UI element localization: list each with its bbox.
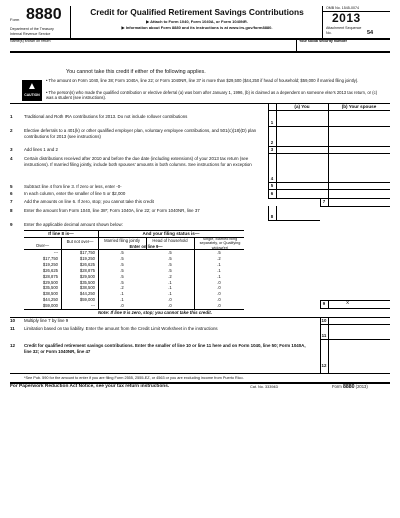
name-label: Name(s) shown on return <box>10 39 51 43</box>
table-cell-single: .1 <box>217 273 221 279</box>
line-number: 4 <box>10 156 13 161</box>
line-number: 9 <box>10 222 13 227</box>
table-cell-over: --- <box>53 250 58 255</box>
table-cell-hoh: .5 <box>168 267 172 273</box>
line-10-text: Multiply line 7 by line 9 <box>24 318 69 323</box>
table-cell-not-over: --- <box>90 303 95 309</box>
table-cell-mfj: .1 <box>120 297 124 303</box>
table-head-left: If line 8 is— <box>48 231 74 236</box>
table-cell-not-over: $19,250 <box>79 255 95 261</box>
table-cell-hoh: .5 <box>168 250 172 255</box>
line-number: 8 <box>10 208 13 213</box>
omb-number: OMB No. 1545-0074 <box>326 6 359 10</box>
table-cell-mfj: .5 <box>120 261 124 267</box>
sequence-number: 54 <box>367 30 374 36</box>
ssn-field[interactable] <box>298 44 388 51</box>
table-cell-single: .1 <box>217 261 221 267</box>
form-title: Credit for Qualified Retirement Savings Contributions <box>90 7 304 17</box>
line-9-box-label: 9 <box>322 301 326 306</box>
table-cell-mfj: .5 <box>120 273 124 279</box>
line-11-box-label: 11 <box>321 333 327 338</box>
line-12-text: Credit for qualified retirement savings contributions. Enter the smaller of line 10 or line 11 here and on Form 1040, line 50; Form 1040A, line 32; or Form 1040NR, line 47 <box>24 343 306 354</box>
line-4-box-label: 4 <box>270 176 274 181</box>
line-7-text: Add the amounts on line 6. If zero, stop; you cannot take this credit <box>24 199 154 204</box>
attachment-label: Attachment Sequence No. <box>326 26 362 35</box>
line-10-box-label: 10 <box>321 318 327 323</box>
table-cell-not-over: $26,625 <box>79 261 95 267</box>
line-11-text: Limitation based on tax liability. Enter the amount from the Credit Limit Worksheet in the instructions <box>24 326 218 331</box>
table-cell-over: $38,500 <box>42 291 58 297</box>
col-hoh: Head of household <box>152 238 188 243</box>
line-3-box-label: 3 <box>270 147 274 152</box>
table-cell-over: $29,500 <box>42 279 58 285</box>
table-cell-hoh: .1 <box>168 279 172 285</box>
line-number: 12 <box>10 343 16 348</box>
table-cell-mfj: .0 <box>120 303 124 309</box>
line-2-you-input[interactable] <box>277 127 327 145</box>
ssn-label: Your social security number <box>299 39 348 43</box>
line-number: 6 <box>10 191 13 196</box>
line-5-box-label: 5 <box>270 183 274 188</box>
table-cell-single: .2 <box>217 255 221 261</box>
line-3-text: Add lines 1 and 2 <box>24 147 58 152</box>
form-number: 8880 <box>26 6 62 23</box>
department-text: Department of the Treasury Internal Revenue Service <box>10 27 54 36</box>
line-number: 3 <box>10 147 13 152</box>
caution-icon: ▲ <box>27 81 37 92</box>
form-label: Form <box>10 17 20 22</box>
table-cell-single: .0 <box>217 291 221 297</box>
table-cell-single: .5 <box>217 250 221 255</box>
bullet-person: • The person(s) who made the qualified contribution or elective deferral (a) was born after January 1, 1996, (b) is claimed as a dependent on someone else's 2013 tax return, or (c) was a student (see instructions). <box>46 90 378 101</box>
line-1-spouse-input[interactable] <box>329 111 389 125</box>
line-9-value[interactable]: X <box>346 301 350 306</box>
table-cell-not-over: $17,750 <box>79 250 95 255</box>
enter-on-line-9: Enter on line 9— <box>129 244 163 249</box>
table-cell-single: .0 <box>217 297 221 303</box>
footnote: *See Pub. 590 for the amount to enter if you are filing Form 2555, 2555-EZ, or 4563 or you are excluding income from Puerto Rico. <box>24 376 244 380</box>
table-cell-not-over: $29,500 <box>79 273 95 279</box>
table-cell-mfj: .5 <box>120 267 124 273</box>
column-you: (a) You <box>294 104 310 109</box>
column-spouse: (b) Your spouse <box>341 104 377 109</box>
col-mfj: Married filing jointly <box>104 238 140 243</box>
line-6-box-label: 6 <box>270 191 274 196</box>
line-4-text: Certain distributions received after 2010 and before the due date (including extensions) of your 2013 tax return (see instructions). If married filing jointly, include both spouses' amounts in both columns. See instructions for an exception <box>24 156 252 167</box>
table-cell-over: $44,250 <box>42 297 58 303</box>
line-7-box-label: 7 <box>322 199 326 204</box>
table-cell-not-over: $44,250 <box>79 291 95 297</box>
line-9-text: Enter the applicable decimal amount shown below: <box>24 222 123 227</box>
footer-form-id: Form 8880 (2013) <box>332 384 368 390</box>
table-cell-mfj: .5 <box>120 250 124 255</box>
table-cell-single: .0 <box>217 285 221 291</box>
table-cell-hoh: .1 <box>168 291 172 297</box>
table-cell-over: $26,625 <box>42 267 58 273</box>
table-cell-mfj: .5 <box>120 255 124 261</box>
line-12-box-label: 12 <box>321 363 327 368</box>
table-cell-over: $28,875 <box>42 273 58 279</box>
intro-text: You cannot take this credit if either of the following applies. <box>66 69 206 75</box>
table-cell-mfj: .1 <box>120 291 124 297</box>
table-cell-not-over: $35,500 <box>79 279 95 285</box>
col-over: Over— <box>35 243 50 248</box>
caution-box <box>22 80 42 101</box>
table-cell-hoh: .1 <box>168 285 172 291</box>
table-cell-over: $19,250 <box>42 261 58 267</box>
table-cell-hoh: .0 <box>168 297 172 303</box>
line-number: 11 <box>10 326 15 331</box>
table-cell-single: .0 <box>217 279 221 285</box>
info-instruction: ▶ Information about Form 8880 and its instructions is at www.irs.gov/form8880. <box>121 25 273 30</box>
line-1-you-input[interactable] <box>277 111 327 125</box>
line-number: 7 <box>10 199 13 204</box>
caution-label: CAUTION <box>24 93 40 97</box>
line-number: 2 <box>10 128 13 133</box>
line-2-text: Elective deferrals to a 401(k) or other qualified employer plan, voluntary employee contributions, and 501(c)(18)(D) plan contributions for 2013 (see instructions) <box>24 128 257 139</box>
line-8-input[interactable] <box>277 207 319 219</box>
footer-notice: For Paperwork Reduction Act Notice, see your tax return instructions. <box>10 384 170 389</box>
table-cell-not-over: $28,875 <box>79 267 95 273</box>
table-cell-not-over: $38,500 <box>79 285 95 291</box>
line-8-box-label: 8 <box>270 214 274 219</box>
line-number: 10 <box>10 318 16 323</box>
table-cell-over: $35,500 <box>42 285 58 291</box>
line-number: 1 <box>10 114 13 119</box>
line-5-text: Subtract line 4 from line 3. If zero or less, enter -0- <box>24 184 122 189</box>
table-note: Note: If line 9 is zero, stop; you cannot take this credit. <box>98 310 212 315</box>
attach-instruction: ▶ Attach to Form 1040, Form 1040A, or Form 1040NR. <box>146 19 248 24</box>
bullet-income: • The amount on Form 1040, line 38; Form 1040A, line 22; or Form 1040NR, line 37 is more than $29,500 ($44,250 if head of household; $59,000 if married filing jointly). <box>46 78 359 83</box>
col-single: Single, Married filing separately, or Qualifying widow(er) <box>199 237 241 250</box>
table-cell-not-over: $59,000 <box>79 297 95 303</box>
table-cell-over: $17,750 <box>42 255 58 261</box>
table-cell-over: $59,000 <box>42 303 58 309</box>
line-8-text: Enter the amount from Form 1040, line 38*; Form 1040A, line 22; or Form 1040NR, line 37 <box>24 208 200 213</box>
line-1-box-label: 1 <box>270 120 274 125</box>
table-cell-hoh: .5 <box>168 261 172 267</box>
table-cell-hoh: .5 <box>168 255 172 261</box>
table-cell-hoh: .0 <box>168 303 172 309</box>
tax-year: 2013 <box>332 11 361 25</box>
line-2-spouse-input[interactable] <box>329 127 389 145</box>
line-number: 5 <box>10 184 13 189</box>
catalog-number: Cat. No. 33394D <box>250 385 279 389</box>
table-cell-mfj: .2 <box>120 285 124 291</box>
line-2-box-label: 2 <box>270 140 274 145</box>
table-cell-mfj: .5 <box>120 279 124 285</box>
line-6-text: In each column, enter the smaller of line 5 or $2,000 <box>24 191 126 196</box>
line-1-text: Traditional and Roth IRA contributions for 2013. Do not include rollover contributions <box>24 114 188 119</box>
table-head-right: And your filing status is— <box>142 231 200 236</box>
form-page <box>10 6 390 506</box>
table-cell-single: .0 <box>217 303 221 309</box>
table-cell-hoh: .2 <box>168 273 172 279</box>
table-cell-single: .1 <box>217 267 221 273</box>
name-field[interactable] <box>10 44 294 51</box>
col-not-over: But not over— <box>66 239 94 244</box>
